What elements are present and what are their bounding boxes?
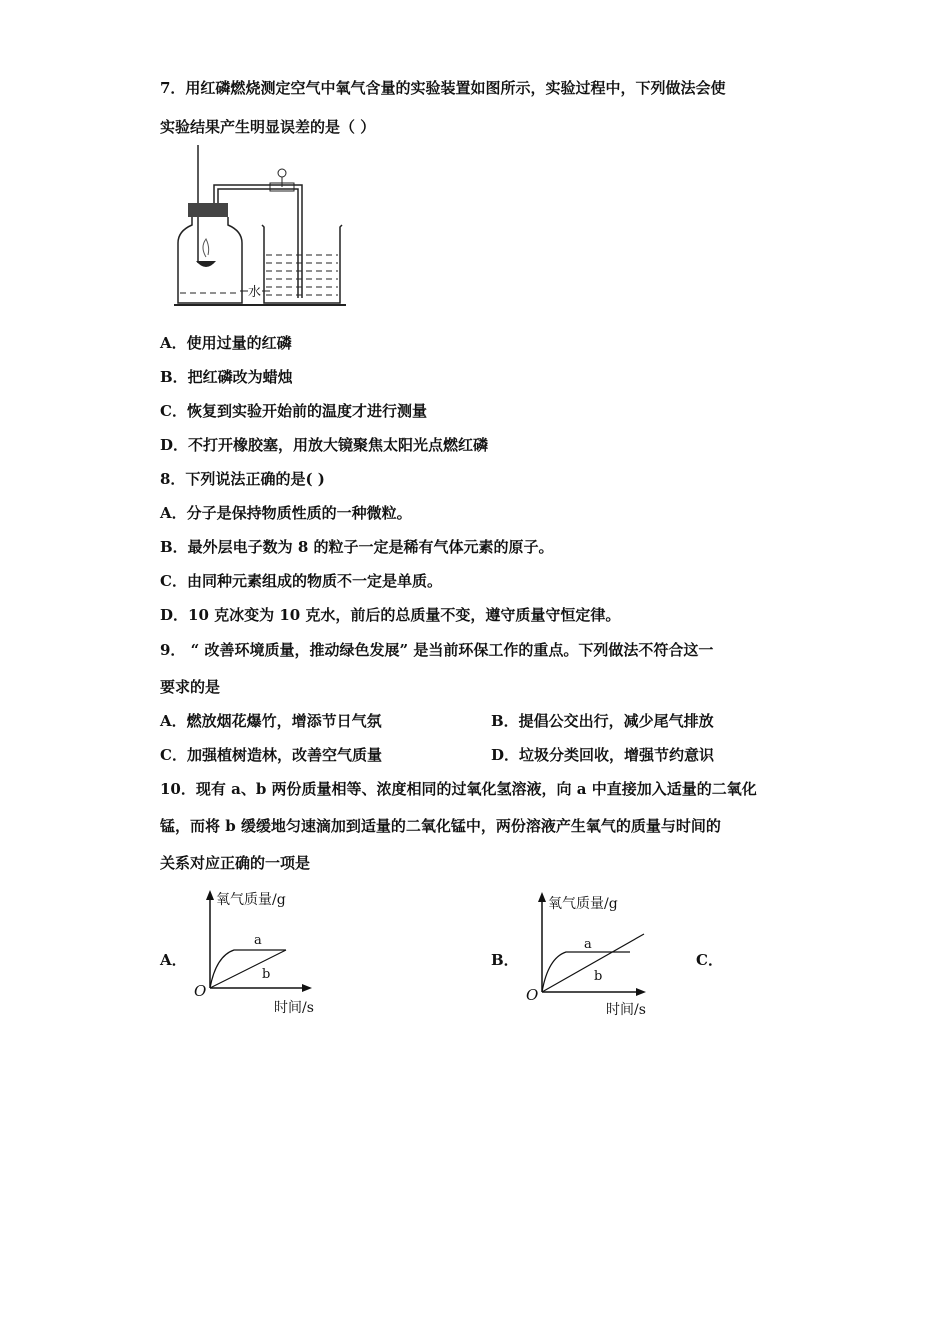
- q10-option-a-label: A．: [160, 951, 187, 969]
- x-axis-label: 时间/s: [274, 1000, 314, 1016]
- q10-graph-a: [190, 888, 330, 1018]
- q7-stem-line1: 7．用红磷燃烧测定空气中氧气含量的实验装置如图所示，实验过程中，下列做法会使: [160, 79, 726, 97]
- q7-option-b: B．把红磷改为蜡烛: [160, 368, 293, 386]
- gas-bottle: [178, 217, 242, 303]
- q9-option-c: C．加强植树造林，改善空气质量: [160, 746, 382, 764]
- q10-graph-b: [522, 888, 662, 1018]
- q9-option-a: A．燃放烟花爆竹，增添节日气氛: [160, 712, 382, 730]
- flame-icon: [203, 239, 209, 257]
- water-label: 水: [248, 285, 262, 300]
- y-axis-arrow-icon: [206, 890, 214, 900]
- q10-stem-line3: 关系对应正确的一项是: [160, 854, 311, 872]
- combustion-spoon: [196, 261, 216, 267]
- q7-option-a: A．使用过量的红磷: [160, 334, 292, 352]
- origin-label: O: [526, 986, 539, 1004]
- clamp-icon: [278, 169, 286, 177]
- x-axis-label: 时间/s: [606, 1002, 646, 1018]
- x-axis-arrow-icon: [302, 984, 312, 992]
- curve-a-label: a: [254, 933, 262, 948]
- q10-stem-line1: 10．现有 a、b 两份质量相等、浓度相同的过氧化氢溶液，向 a 中直接加入适量的二氧化: [160, 780, 757, 798]
- q10-stem-line2: 锰，而将 b 缓缓地匀速滴加到适量的二氧化锰中，两份溶液产生氧气的质量与时间的: [160, 817, 721, 835]
- q7-option-c: C．恢复到实验开始前的温度才进行测量: [160, 402, 427, 420]
- x-axis-arrow-icon: [636, 988, 646, 996]
- q9-option-b: B．提倡公交出行，减少尾气排放: [491, 712, 714, 730]
- q9-option-d: D．垃圾分类回收，增强节约意识: [491, 746, 715, 764]
- q7-stem-line2: 实验结果产生明显误差的是（ ）: [160, 118, 376, 136]
- q9-stem-line1: 9． “ 改善环境质量，推动绿色发展” 是当前环保工作的重点。下列做法不符合这一: [160, 641, 714, 659]
- curve-a: [542, 952, 630, 992]
- q10-option-b-label: B．: [491, 951, 519, 969]
- y-axis-arrow-icon: [538, 892, 546, 902]
- q8-option-b: B．最外层电子数为 8 的粒子一定是稀有气体元素的原子。: [160, 538, 554, 556]
- q8-stem: 8．下列说法正确的是( ): [160, 470, 325, 488]
- q7-option-d: D．不打开橡胶塞，用放大镜聚焦太阳光点燃红磷: [160, 436, 489, 454]
- origin-label: O: [194, 982, 207, 1000]
- q10-option-c-label: C．: [696, 951, 723, 969]
- q8-option-c: C．由同种元素组成的物质不一定是单质。: [160, 572, 442, 590]
- q8-option-a: A．分子是保持物质性质的一种微粒。: [160, 504, 412, 522]
- curve-b: [210, 950, 286, 988]
- y-axis-label: 氧气质量/g: [216, 892, 286, 908]
- curve-b-label: b: [594, 969, 603, 984]
- y-axis-label: 氧气质量/g: [548, 896, 618, 912]
- q7-apparatus-figure: [170, 143, 350, 308]
- delivery-tube: [214, 185, 302, 298]
- rubber-stopper: [188, 203, 228, 217]
- curve-b: [542, 934, 644, 992]
- q8-option-d: D．10 克冰变为 10 克水，前后的总质量不变，遵守质量守恒定律。: [160, 606, 621, 624]
- curve-a-label: a: [584, 937, 592, 952]
- curve-b-label: b: [262, 967, 271, 982]
- q9-stem-line2: 要求的是: [160, 678, 221, 696]
